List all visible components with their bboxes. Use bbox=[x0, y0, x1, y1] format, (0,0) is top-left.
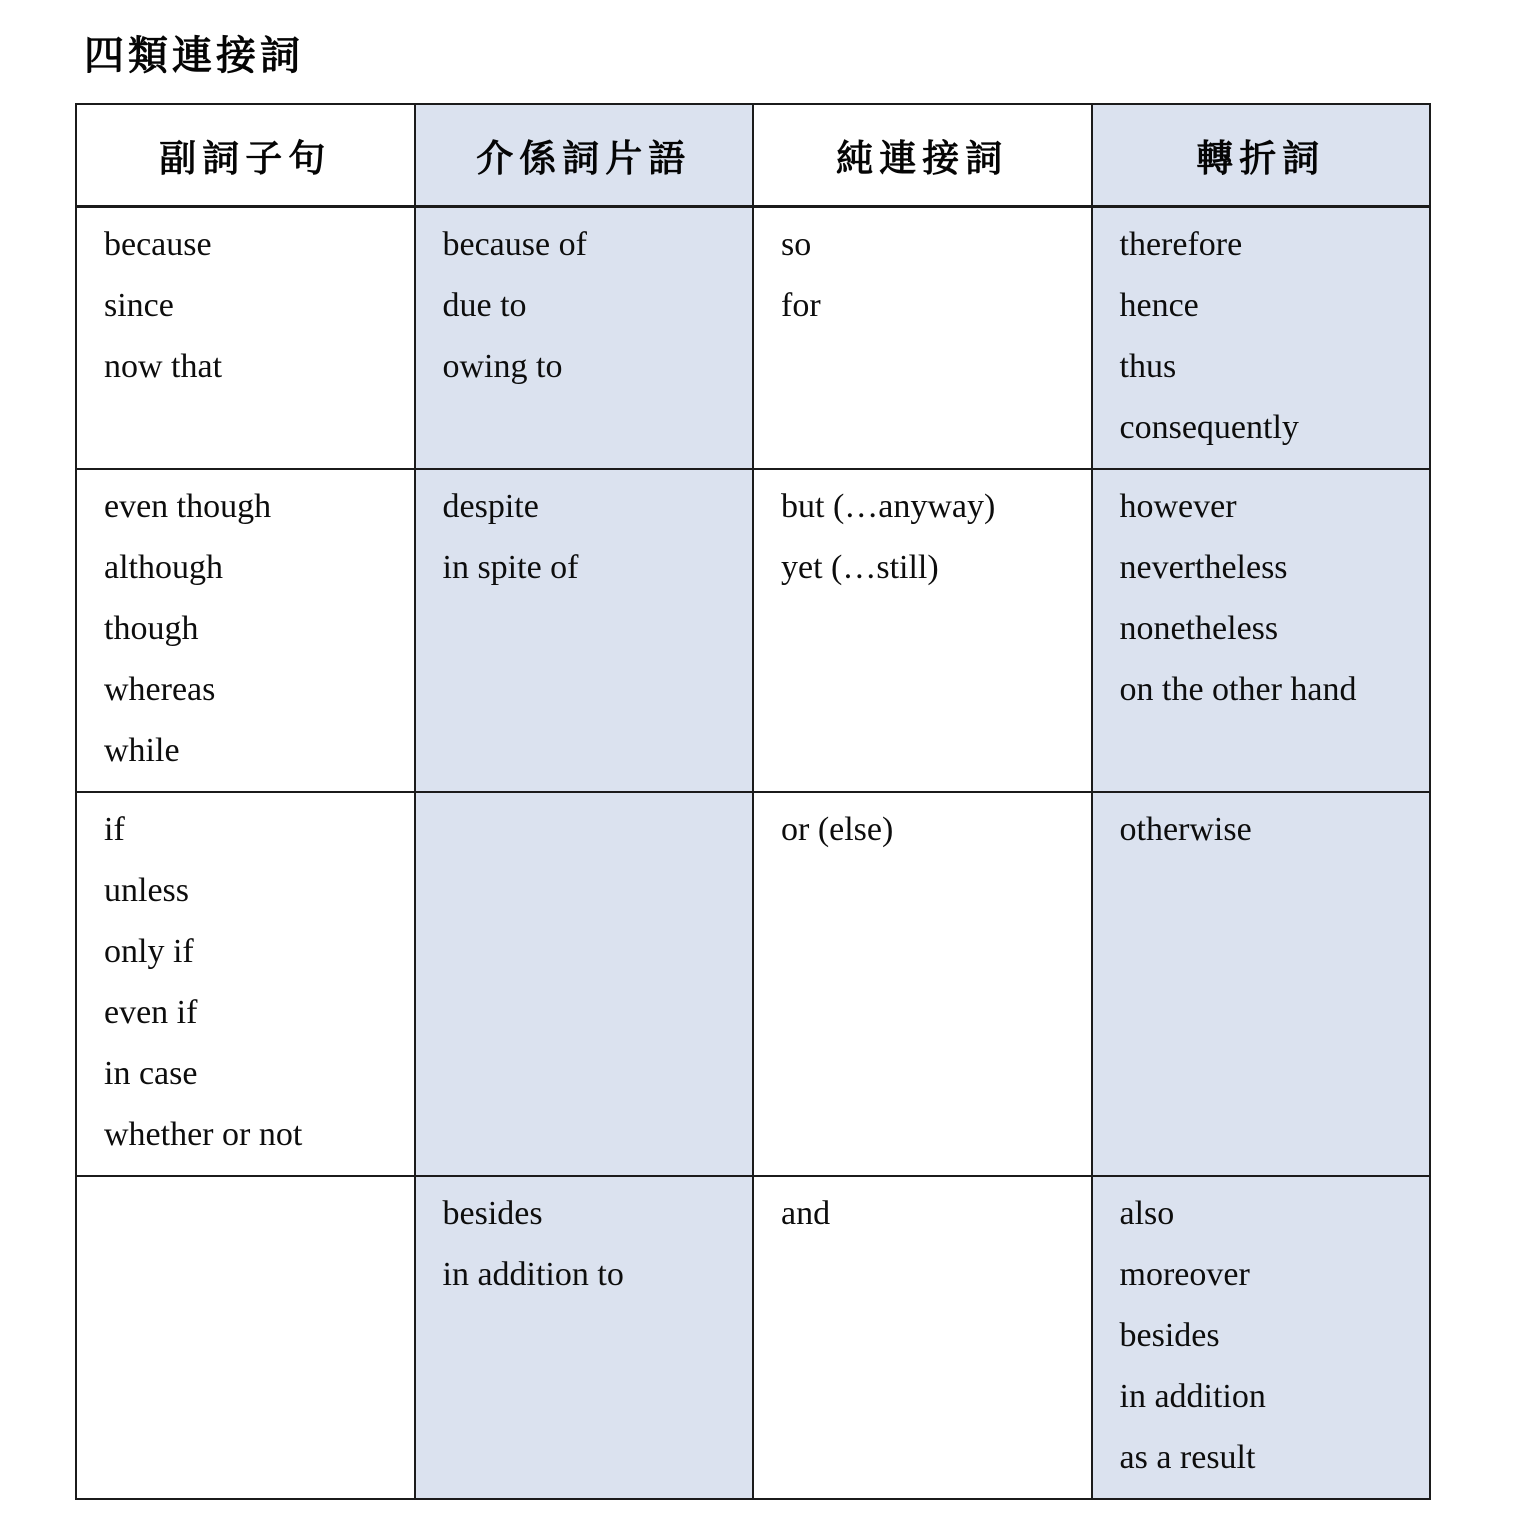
connective-word: besides bbox=[442, 1195, 543, 1232]
connective-word: in addition bbox=[1119, 1378, 1266, 1415]
connective-word: only if bbox=[104, 933, 194, 970]
cell-r1-c2 bbox=[415, 207, 754, 470]
cell-r3-c3 bbox=[753, 792, 1092, 1176]
cell-r2-c2 bbox=[415, 469, 754, 792]
connective-word: however bbox=[1119, 488, 1237, 525]
connective-word: though bbox=[104, 610, 199, 647]
connective-word: while bbox=[104, 732, 180, 769]
cell-r4-c1 bbox=[76, 1176, 415, 1499]
connective-word: even if bbox=[104, 994, 198, 1031]
cell-r3-c2 bbox=[415, 792, 754, 1176]
connective-word: owing to bbox=[442, 348, 563, 385]
connective-word: on the other hand bbox=[1119, 671, 1357, 708]
cell-r4-c2 bbox=[415, 1176, 754, 1499]
connective-word: thus bbox=[1119, 348, 1177, 385]
connective-word: consequently bbox=[1119, 409, 1299, 446]
connective-word: in spite of bbox=[442, 549, 579, 586]
connective-word: yet (…still) bbox=[781, 549, 939, 586]
connective-word: for bbox=[781, 287, 821, 324]
table-header bbox=[76, 104, 1430, 207]
connective-word: in case bbox=[104, 1055, 198, 1092]
connective-word: in addition to bbox=[442, 1256, 624, 1293]
table-body bbox=[76, 207, 1430, 1500]
connective-word: due to bbox=[442, 287, 527, 324]
connective-word: also bbox=[1119, 1195, 1175, 1232]
cell-r4-c4 bbox=[1092, 1176, 1431, 1499]
connective-word: because bbox=[104, 226, 212, 263]
connective-word: if bbox=[104, 811, 125, 848]
cell-r1-c4 bbox=[1092, 207, 1431, 470]
connective-word: whether or not bbox=[104, 1116, 303, 1153]
table-row bbox=[76, 1176, 1430, 1499]
header-row bbox=[76, 104, 1430, 207]
table-row bbox=[76, 207, 1430, 470]
cell-r3-c4 bbox=[1092, 792, 1431, 1176]
connective-word: as a result bbox=[1119, 1439, 1256, 1476]
cell-r2-c3 bbox=[753, 469, 1092, 792]
connective-word: so bbox=[781, 226, 812, 263]
connective-word: whereas bbox=[104, 671, 216, 708]
connectives-table bbox=[75, 103, 1431, 1500]
connective-word: hence bbox=[1119, 287, 1199, 324]
cell-r3-c1 bbox=[76, 792, 415, 1176]
column-header-1: 副詞子句 bbox=[76, 104, 415, 207]
table-row bbox=[76, 469, 1430, 792]
connective-word: besides bbox=[1119, 1317, 1220, 1354]
column-header-4: 轉折詞 bbox=[1092, 104, 1431, 207]
page-title: 四類連接詞 bbox=[84, 33, 304, 78]
connective-word: now that bbox=[104, 348, 223, 385]
cell-r4-c3 bbox=[753, 1176, 1092, 1499]
connective-word: moreover bbox=[1119, 1256, 1250, 1293]
connective-word: or (else) bbox=[781, 811, 894, 848]
table-row bbox=[76, 792, 1430, 1176]
connective-word: despite bbox=[442, 488, 539, 525]
column-header-3: 純連接詞 bbox=[753, 104, 1092, 207]
connective-word: nevertheless bbox=[1119, 549, 1288, 586]
connective-word: otherwise bbox=[1119, 811, 1252, 848]
connective-word: therefore bbox=[1119, 226, 1243, 263]
connective-word: even though bbox=[104, 488, 272, 525]
column-header-2: 介係詞片語 bbox=[415, 104, 754, 207]
cell-r2-c1 bbox=[76, 469, 415, 792]
cell-r1-c3 bbox=[753, 207, 1092, 470]
cell-r1-c1 bbox=[76, 207, 415, 470]
cell-r2-c4 bbox=[1092, 469, 1431, 792]
connective-word: but (…anyway) bbox=[781, 488, 996, 525]
connective-word: although bbox=[104, 549, 223, 586]
connective-word: nonetheless bbox=[1119, 610, 1279, 647]
connective-word: and bbox=[781, 1195, 831, 1232]
connective-word: since bbox=[104, 287, 174, 324]
connective-word: because of bbox=[442, 226, 587, 263]
connective-word: unless bbox=[104, 872, 189, 909]
